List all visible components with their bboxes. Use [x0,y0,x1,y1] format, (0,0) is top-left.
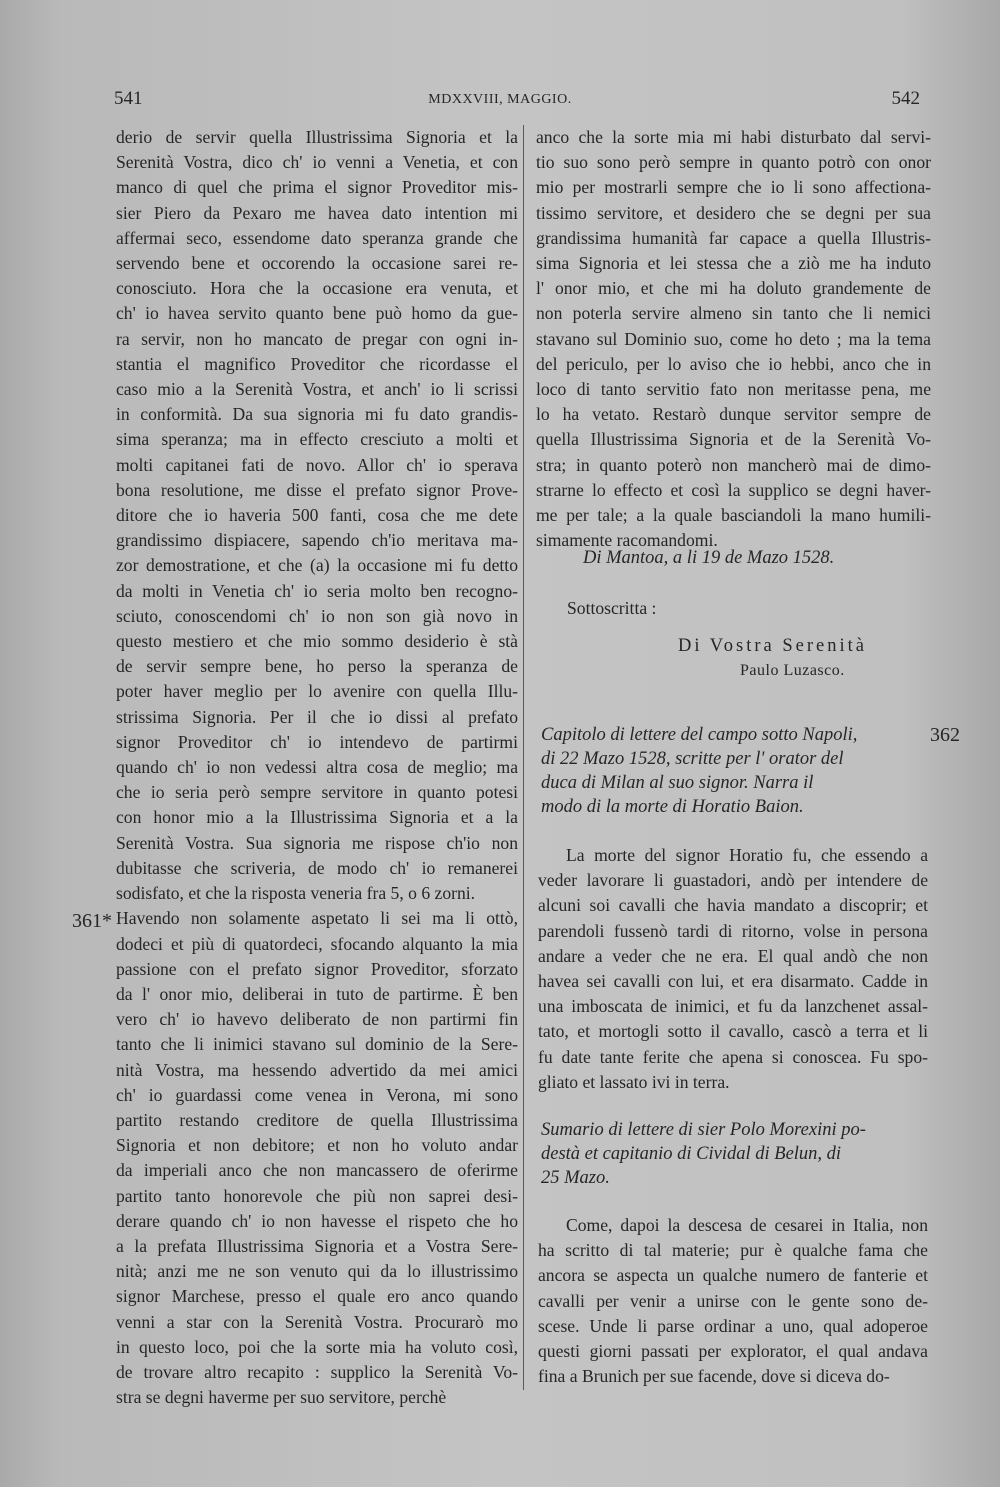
text-line: partito tanto honorevole che più non saprei desi- [116,1185,518,1206]
text-line: da molti in Venetia ch' io seria molto ben recogno- [116,580,518,601]
text-line: che io seria però sempre servitore in quanto potesi [116,782,518,803]
text-line: ha scritto di tal materie; pur è qualche fama che [538,1240,928,1261]
text-line: quella Illustrissima Signoria et de la Serenità Vo- [536,429,931,450]
text-line: ancora se aspecta un qualche numero de fanterie et [538,1265,928,1286]
text-line: signor Marchese, presso el quale ero anco quando [116,1286,518,1307]
text-line: fina a Brunich per sue facende, dove si diceva do- [538,1366,890,1387]
heading-line: Capitolo di lettere del campo sotto Napoli, [541,725,858,745]
text-line: questi giorni passati per explorator, el qual andava [538,1341,928,1362]
dateline: Di Mantoa, a li 19 de Mazo 1528. [583,548,835,568]
text-line: simamente racomandomi. [536,530,718,551]
right-text-column [536,125,931,553]
heading-line: destà et capitanio di Cividal di Belun, di [541,1144,842,1164]
text-line: ch' io guardassi come venea in Verona, mi sono [116,1084,518,1105]
text-line: scese. Unde li parse ordinar a uno, qual adoperoe [538,1315,928,1336]
text-line: bona resolutione, me disse el prefato signor Prove- [116,479,518,500]
text-line: Signoria et non debitore; et non ho voluto andar [116,1135,518,1156]
signature-label: Sottoscritta : [567,598,657,618]
text-line: stra se degni haverme per suo servitore, perchè [116,1387,447,1408]
text-line: loco di tanto servitio fato non meritasse pena, me [536,379,931,400]
text-line: lo ha vetato. Restarò dunque servitor sempre de [536,404,931,425]
text-line: caso mio a la Serenità Vostra, et anch' io li scrissi [116,379,518,400]
text-line: zor demostratione, et che (a) la occasione mi fu detto [116,555,518,576]
text-line: Serenità Vostra, dico ch' io venni a Venetia, et con [116,152,518,173]
heading-line: modo di la morte di Horatio Baion. [541,797,804,817]
text-line: tissimo servitore, et desidero che se degni per sua [536,202,931,223]
text-line: fu date tante ferite che apena si conoscea. Fu spo- [538,1046,928,1067]
text-line: strissima Signoria. Per il che io dissi al prefato [116,706,518,727]
heading-line: 25 Mazo. [541,1168,610,1188]
text-line: una imboscata de inimici, et fu da lanzchenet assal- [538,996,928,1017]
text-line: conosciuto. Hora che la occasione era venuta, et [116,278,518,299]
text-line: grandissimo dispiacere, sapendo ch'io meritava ma- [116,530,518,551]
text-line: ra servir, non ho mancato de pregar con ogni in- [116,328,518,349]
text-line: affermai seco, essendome dato speranza grande che [116,227,518,248]
text-line: de servir sempre bene, ho perso la speranza de [116,656,518,677]
text-line: stantia el magnifico Proveditor che ricordasse el [116,353,518,374]
text-line: ch' io havea servito quanto bene può homo da gue- [116,303,518,324]
text-line: mio per mostrarli sempre che io li sono affectiona- [536,177,931,198]
text-line: passione con el prefato signor Proveditor, sforzato [116,958,518,979]
right-page-number: 542 [891,88,920,109]
text-line: andare a veder che ne era. El qual andò che non [538,945,928,966]
text-line: non poterla servire almeno sin tanto che li nemici [536,303,931,324]
text-line: da l' onor mio, deliberai in tuto de partirme. È ben [116,983,518,1004]
running-head: MDXXVIII, MAGGIO. [428,92,572,107]
text-line: in conformità. Da sua signoria mi fu dato grandis- [116,404,518,425]
text-line: poter haver meglio per lo avenire con quella Illu- [116,681,518,702]
text-line: de trovare altro recapito : supplico la Serenità Vo- [116,1361,518,1382]
text-line: nità; anzi me ne son venuto qui da lo illustrissimo [116,1261,518,1282]
section-heading-2 [541,1118,926,1190]
text-line: ditore che io haveria 500 fanti, cosa che me dete [116,505,518,526]
text-line: derare quando ch' io non havesse el rispeto che ho [116,1210,518,1231]
text-line: alcuni soi cavalli che havia mandato a discoprir; et [538,895,928,916]
text-line: a la prefata Illustrissima Signoria et a Vostra Sere- [116,1235,518,1256]
text-line: l' onor mio, et che mi ha doluto grandemente de [536,278,931,299]
text-line: grandissima humanità far capace a quella Illustris- [536,227,931,248]
left-page-number: 541 [114,88,143,109]
paragraph-1 [538,843,928,1095]
text-line: gliato et lassato ivi in terra. [538,1071,730,1092]
text-line: anco che la sorte mia mi habi disturbato dal servi- [536,127,931,147]
text-line: in questo loco, poi che la sorte mia ha voluto così, [116,1336,518,1357]
text-line: havea sei cavalli con lui, et era disarmato. Cadde in [538,971,928,992]
text-line: signor Proveditor ch' io intendevo de partirmi [116,731,518,752]
text-line: nità Vostra, ma hessendo advertido da mei amici [116,1059,518,1080]
text-line: tato, et mortogli sotto il cavallo, cascò a terra et li [538,1021,928,1042]
text-line: Serenità Vostra. Sua signoria me rispose ch'io non [116,832,518,853]
text-line: Come, dapoi la descesa de cesarei in Italia, non [566,1215,928,1235]
text-line: tio suo sono però sempre in quanto potrò con onor [536,152,931,173]
text-line: sodisfato, et che la risposta veneria fra 5, o 6 zorni. [116,883,476,904]
text-line: quando ch' io non vedessi altra cosa de meglio; ma [116,757,518,778]
text-line: La morte del signor Horatio fu, che essendo a [566,845,928,865]
text-line: sima Signoria et lei stessa che a ziò me ha induto [536,253,931,274]
text-line: Havendo non solamente aspetato li sei ma li ottò, [116,908,518,929]
text-line: dodeci et più di quatordeci, sfocando alquanto la mia [116,933,518,954]
text-line: servendo bene et occorendo la occasione sarei re- [116,253,518,274]
text-line: strarne lo effecto et così la supplico se degni haver- [536,479,931,500]
text-line: stavano sul Dominio suo, come ho deto ; ma la tema [536,328,931,349]
text-line: vero ch' io havevo deliberato de non partirmi fin [116,1009,518,1030]
column-divider [523,125,524,1390]
signature-name: Paulo Luzasco. [740,662,845,679]
text-line: molti capitanei fati de novo. Allor ch' io sperava [116,454,518,475]
left-text-column [116,125,518,1410]
text-line: questo mestiero et che mio sommo desiderio è stà [116,631,518,652]
section-heading-1 [541,723,921,819]
text-line: veder lavorare li guastadori, andò per intendere de [538,870,928,891]
margin-column-number-right: 362 [930,724,960,746]
text-line: partito restando creditore de quella Illustrissima [116,1109,518,1130]
heading-line: Sumario di lettere di sier Polo Morexini po- [541,1120,866,1140]
text-line: tanto che li inimici stavano sul dominio de la Sere- [116,1034,518,1055]
text-line: sima speranza; ma in effecto cresciuto a molti et [116,429,518,450]
text-line: da imperiali anco che non mancassero de oferirme [116,1160,518,1181]
text-line: derio de servir quella Illustrissima Signoria et la [116,127,518,147]
text-line: cavalli per venir a unirse con le gente sono de- [538,1290,928,1311]
text-line: stra; in quanto poterò non mancherò mai de dimo- [536,454,931,475]
margin-column-number-left: 361* [72,910,112,932]
text-line: venni a star con la Serenità Vostra. Procurarò mo [116,1311,518,1332]
text-line: sier Piero da Pexaro me havea dato intention mi [116,202,518,223]
text-line: sciuto, conoscendomi ch' io non son già novo in [116,605,518,626]
signature-line-1: Di Vostra Serenità [678,636,867,656]
text-line: me per tale; a la quale basciandoli la mano humili- [536,505,931,526]
text-line: manco di quel che prima el signor Proveditor mis- [116,177,518,198]
heading-line: di 22 Mazo 1528, scritte per l' orator del [541,749,844,769]
paragraph-2 [538,1213,928,1389]
text-line: con honor mio a la Illustrissima Signoria et a la [116,807,518,828]
text-line: del periculo, per lo aviso che io hebbi, anco che in [536,353,931,374]
text-line: parendoli fussenò tardi di ritorno, volse in persona [538,920,928,941]
heading-line: duca di Milan al suo signor. Narra il [541,773,814,793]
text-line: dubitasse che scriveria, de modo ch' io remanerei [116,857,518,878]
